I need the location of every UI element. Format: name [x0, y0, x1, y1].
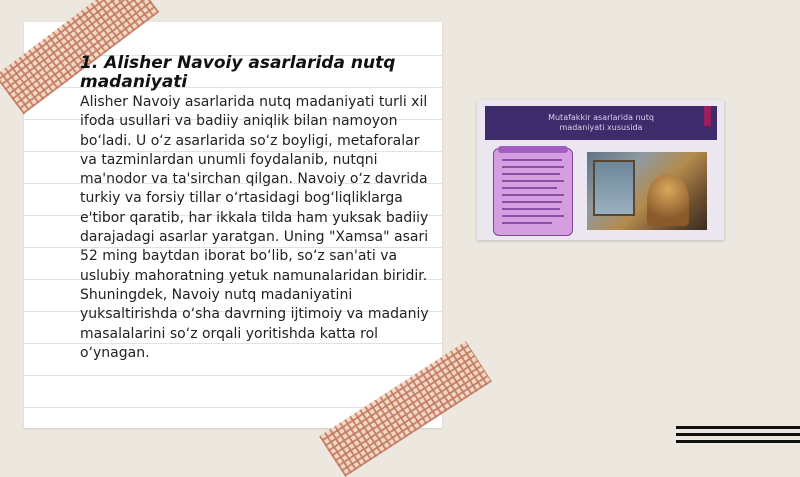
slide-text-line — [502, 215, 564, 217]
slide-title — [485, 113, 717, 133]
slide-text-line — [502, 173, 560, 175]
slide-text-box-bar — [498, 146, 568, 153]
slide-text-line — [502, 201, 562, 203]
photo-figure — [647, 174, 689, 226]
slide-text-line — [502, 159, 562, 161]
slide-text-line — [502, 222, 552, 224]
slide-text-line — [502, 194, 564, 196]
slide-photo — [587, 152, 707, 230]
slide-title-line-2: madaniyati xususida — [559, 123, 643, 132]
slide-text-box — [493, 148, 573, 236]
slide-text-line — [502, 208, 560, 210]
decorative-lines — [676, 423, 800, 443]
section-title: 1. Alisher Navoiy asarlarida nutq madaniyati — [80, 53, 396, 92]
decorative-line — [676, 440, 800, 443]
slide-text-line — [502, 166, 564, 168]
decorative-line — [676, 426, 800, 429]
decorative-line — [676, 433, 800, 436]
slide-title-line-1: Mutafakkir asarlarida nutq — [548, 113, 654, 122]
slide-thumbnail — [477, 100, 724, 240]
slide-header — [485, 106, 717, 140]
photo-window — [593, 160, 635, 216]
section-body-text: Alisher Navoiy asarlarida nutq madaniyati turli xil ifoda usullari va badiiy aniqlik bilan namoyon bo‘ladi. U o‘z asarlarida so‘z boyligi, metaforalar va tazminlardan unumli foydalanib, nutqni ma'nodor va ta'sirchan qilgan. Navoiy o‘z davrida turkiy va forsiy tillar o‘rtasidagi bog‘liqliklarga e'tibor qaratib, har ikkala tilda ham yuksak badiiy darajadagi asarlar yaratgan. Uning "Xamsa" asari 52 ming baytdan iborat bo‘lib, so‘z san'ati va uslubiy mahoratning yetuk namunalaridan biridir. Shuningdek, Navoiy nutq madaniyatini yuksaltirishda o‘sha davrning ijtimoiy va madaniy masalalarini so‘z orqali yoritishda katta rol o‘ynagan. — [80, 94, 429, 361]
slide-text-line — [502, 187, 557, 189]
slide-text-line — [502, 180, 564, 182]
